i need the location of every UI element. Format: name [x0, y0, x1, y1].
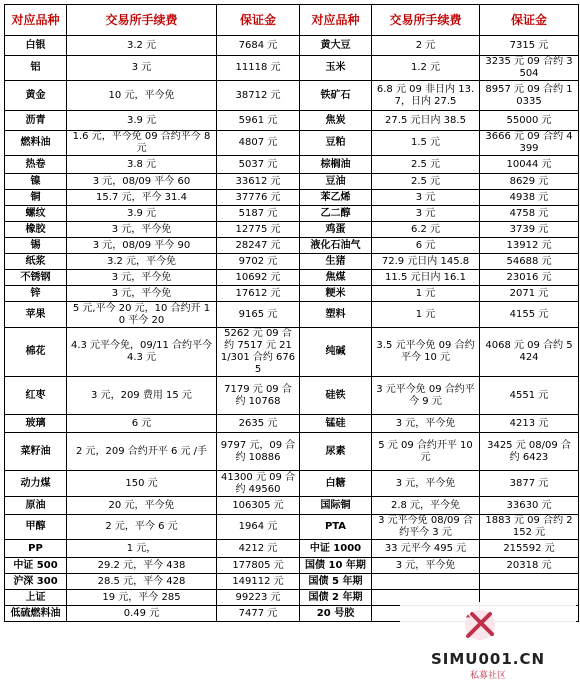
margin-cell: 5262 元 09 合约 7517 元 211/301 合约 6765	[217, 328, 300, 377]
margin-cell: 4758 元	[480, 206, 579, 222]
variety-cell: 沥青	[5, 111, 67, 131]
fee-cell: 20 元，平今免	[67, 497, 217, 515]
table-row	[5, 156, 579, 174]
fee-cell: 27.5 元日内 38.5	[372, 111, 480, 131]
table-row	[5, 540, 579, 558]
watermark-domain: SIMU001.CN	[430, 650, 546, 668]
margin-cell: 7477 元	[217, 606, 300, 622]
variety-cell: 动力煤	[5, 471, 67, 497]
fee-cell: 2.5 元	[372, 174, 480, 190]
fee-cell: 10 元，平今免	[67, 81, 217, 111]
variety-cell: 豆粕	[300, 131, 372, 156]
margin-cell: 1883 元 09 合约 2152 元	[480, 515, 579, 540]
variety-cell: 液化石油气	[300, 238, 372, 254]
fee-cell: 3.9 元	[67, 111, 217, 131]
fee-cell: 3 元	[67, 56, 217, 81]
table-row	[5, 190, 579, 206]
fee-cell: 1 元，	[67, 540, 217, 558]
fee-cell: 3 元，209 费用 15 元	[67, 377, 217, 415]
header-fee-2: 交易所手续费	[372, 5, 480, 36]
fee-cell: 2.5 元	[372, 156, 480, 174]
variety-cell: 螺纹	[5, 206, 67, 222]
variety-cell: 苯乙烯	[300, 190, 372, 206]
fee-cell: 3 元，平今免	[67, 222, 217, 238]
margin-cell: 149112 元	[217, 574, 300, 590]
margin-cell: 5187 元	[217, 206, 300, 222]
variety-cell: 国际铜	[300, 497, 372, 515]
table-row	[5, 471, 579, 497]
variety-cell: 国债 10 年期	[300, 558, 372, 574]
margin-cell: 177805 元	[217, 558, 300, 574]
variety-cell: 黄金	[5, 81, 67, 111]
margin-cell	[480, 574, 579, 590]
variety-cell: 焦煤	[300, 270, 372, 286]
table-row	[5, 81, 579, 111]
fee-cell: 3 元，08/09 平今 60	[67, 174, 217, 190]
margin-cell: 9702 元	[217, 254, 300, 270]
margin-cell: 4068 元 09 合约 5424	[480, 328, 579, 377]
variety-cell: 乙二醇	[300, 206, 372, 222]
fee-cell: 19 元，平今 285	[67, 590, 217, 606]
fee-cell: 150 元	[67, 471, 217, 497]
fee-cell: 2 元	[372, 36, 480, 56]
table-row	[5, 238, 579, 254]
fee-cell: 33 元平今 495 元	[372, 540, 480, 558]
table-row	[5, 377, 579, 415]
variety-cell: 20 号胶	[300, 606, 372, 622]
variety-cell: PTA	[300, 515, 372, 540]
variety-cell: 镍	[5, 174, 67, 190]
header-variety: 对应品种	[5, 5, 67, 36]
variety-cell: 国债 2 年期	[300, 590, 372, 606]
fee-cell: 5 元 09 合约开平 10 元	[372, 433, 480, 471]
fee-cell: 3 元，平今免	[372, 471, 480, 497]
fee-cell: 6 元	[372, 238, 480, 254]
margin-cell: 99223 元	[217, 590, 300, 606]
margin-cell: 2071 元	[480, 286, 579, 302]
margin-cell: 3877 元	[480, 471, 579, 497]
variety-cell: 中证 1000	[300, 540, 372, 558]
table-row	[5, 111, 579, 131]
margin-cell: 33630 元	[480, 497, 579, 515]
margin-cell: 4807 元	[217, 131, 300, 156]
margin-cell: 7179 元 09 合约 10768	[217, 377, 300, 415]
variety-cell: 纯碱	[300, 328, 372, 377]
variety-cell: 白银	[5, 36, 67, 56]
margin-cell: 4551 元	[480, 377, 579, 415]
margin-cell: 20318 元	[480, 558, 579, 574]
margin-cell: 106305 元	[217, 497, 300, 515]
variety-cell: PP	[5, 540, 67, 558]
table-row	[5, 433, 579, 471]
fee-cell: 3 元，平今免	[67, 286, 217, 302]
fee-cell: 29.2 元，平今 438	[67, 558, 217, 574]
margin-cell: 17612 元	[217, 286, 300, 302]
margin-cell: 54688 元	[480, 254, 579, 270]
table-row	[5, 270, 579, 286]
variety-cell: 粳米	[300, 286, 372, 302]
variety-cell: 锰硅	[300, 415, 372, 433]
header-margin-2: 保证金	[480, 5, 579, 36]
variety-cell: 铁矿石	[300, 81, 372, 111]
variety-cell: 鸡蛋	[300, 222, 372, 238]
variety-cell: 苹果	[5, 302, 67, 328]
table-row	[5, 415, 579, 433]
fee-cell: 11.5 元日内 16.1	[372, 270, 480, 286]
margin-cell: 4213 元	[480, 415, 579, 433]
variety-cell: 铜	[5, 190, 67, 206]
margin-cell: 2635 元	[217, 415, 300, 433]
margin-cell: 10044 元	[480, 156, 579, 174]
variety-cell: 白糖	[300, 471, 372, 497]
margin-cell: 11118 元	[217, 56, 300, 81]
variety-cell: 原油	[5, 497, 67, 515]
table-row	[5, 174, 579, 190]
variety-cell: 红枣	[5, 377, 67, 415]
margin-cell: 13912 元	[480, 238, 579, 254]
fee-cell: 3.2 元	[67, 36, 217, 56]
variety-cell: 玉米	[300, 56, 372, 81]
margin-cell: 4212 元	[217, 540, 300, 558]
fee-cell: 3 元	[372, 190, 480, 206]
fee-cell: 3 元，平今免	[67, 270, 217, 286]
variety-cell: 锌	[5, 286, 67, 302]
table-row	[5, 328, 579, 377]
table-row	[5, 36, 579, 56]
fee-cell: 1.6 元，平今免 09 合约平今 8 元	[67, 131, 217, 156]
fee-cell: 2 元，209 合约开平 6 元 /手	[67, 433, 217, 471]
margin-cell: 7315 元	[480, 36, 579, 56]
variety-cell: 橡胶	[5, 222, 67, 238]
variety-cell: 国债 5 年期	[300, 574, 372, 590]
header-variety-2: 对应品种	[300, 5, 372, 36]
table-row	[5, 515, 579, 540]
margin-cell: 28247 元	[217, 238, 300, 254]
header-fee: 交易所手续费	[67, 5, 217, 36]
crossed-stars-logo-icon	[460, 608, 500, 642]
futures-fee-table	[4, 4, 579, 622]
margin-cell: 8629 元	[480, 174, 579, 190]
fee-cell: 1.2 元	[372, 56, 480, 81]
variety-cell: 甲醇	[5, 515, 67, 540]
variety-cell: 锡	[5, 238, 67, 254]
fee-cell: 0.49 元	[67, 606, 217, 622]
table-row	[5, 222, 579, 238]
margin-cell: 5037 元	[217, 156, 300, 174]
variety-cell: 上证	[5, 590, 67, 606]
fee-cell: 1 元	[372, 302, 480, 328]
table-row	[5, 131, 579, 156]
fee-cell: 2 元，平今 6 元	[67, 515, 217, 540]
variety-cell: 棉花	[5, 328, 67, 377]
variety-cell: 纸浆	[5, 254, 67, 270]
fee-cell: 4.3 元平今免，09/11 合约平今 4.3 元	[67, 328, 217, 377]
fee-cell: 3 元，平今免	[372, 415, 480, 433]
variety-cell: 硅铁	[300, 377, 372, 415]
variety-cell: 棕榈油	[300, 156, 372, 174]
variety-cell: 生猪	[300, 254, 372, 270]
fee-cell: 6.2 元	[372, 222, 480, 238]
table-row	[5, 574, 579, 590]
table-row	[5, 302, 579, 328]
fee-cell: 2.8 元，平今免	[372, 497, 480, 515]
margin-cell: 3739 元	[480, 222, 579, 238]
margin-cell: 9165 元	[217, 302, 300, 328]
variety-cell: 低硫燃料油	[5, 606, 67, 622]
table-row	[5, 56, 579, 81]
table-row	[5, 254, 579, 270]
variety-cell: 铝	[5, 56, 67, 81]
variety-cell: 燃料油	[5, 131, 67, 156]
variety-cell: 豆油	[300, 174, 372, 190]
table-row	[5, 206, 579, 222]
fee-cell: 72.9 元日内 145.8	[372, 254, 480, 270]
variety-cell: 热卷	[5, 156, 67, 174]
variety-cell: 黄大豆	[300, 36, 372, 56]
margin-cell: 12775 元	[217, 222, 300, 238]
fee-cell: 28.5 元，平今 428	[67, 574, 217, 590]
margin-cell: 41300 元 09 合约 49560	[217, 471, 300, 497]
margin-cell: 37776 元	[217, 190, 300, 206]
fee-cell: 3 元平今免 08/09 合约平今 3 元	[372, 515, 480, 540]
fee-cell: 6.8 元 09 非日内 13.7，日内 27.5	[372, 81, 480, 111]
variety-cell: 尿素	[300, 433, 372, 471]
table-header-row	[5, 5, 579, 36]
fee-cell: 5 元,平今 20 元，10 合约开 10 平今 20	[67, 302, 217, 328]
margin-cell: 38712 元	[217, 81, 300, 111]
margin-cell: 7684 元	[217, 36, 300, 56]
variety-cell: 菜籽油	[5, 433, 67, 471]
fee-cell: 1 元	[372, 286, 480, 302]
variety-cell: 沪深 300	[5, 574, 67, 590]
variety-cell: 塑料	[300, 302, 372, 328]
fee-cell: 15.7 元，平今 31.4	[67, 190, 217, 206]
fee-cell: 3 元，平今免	[372, 558, 480, 574]
margin-cell: 3235 元 09 合约 3504	[480, 56, 579, 81]
site-watermark	[400, 602, 576, 684]
fee-cell: 3.2 元，平今免	[67, 254, 217, 270]
margin-cell: 10692 元	[217, 270, 300, 286]
fee-cell: 3.9 元	[67, 206, 217, 222]
margin-cell: 3425 元 08/09 合约 6423	[480, 433, 579, 471]
margin-cell: 215592 元	[480, 540, 579, 558]
fee-cell	[372, 574, 480, 590]
fee-cell: 3.5 元平今免 09 合约平今 10 元	[372, 328, 480, 377]
margin-cell: 8957 元 09 合约 10335	[480, 81, 579, 111]
margin-cell: 4155 元	[480, 302, 579, 328]
margin-cell: 33612 元	[217, 174, 300, 190]
header-margin: 保证金	[217, 5, 300, 36]
fee-cell: 3 元	[372, 206, 480, 222]
margin-cell: 3666 元 09 合约 4399	[480, 131, 579, 156]
table-row	[5, 497, 579, 515]
fee-cell: 3 元，08/09 平今 90	[67, 238, 217, 254]
variety-cell: 中证 500	[5, 558, 67, 574]
margin-cell: 55000 元	[480, 111, 579, 131]
fee-cell: 3 元平今免 09 合约平今 9 元	[372, 377, 480, 415]
fee-cell: 1.5 元	[372, 131, 480, 156]
margin-cell: 4938 元	[480, 190, 579, 206]
fee-cell: 3.8 元	[67, 156, 217, 174]
variety-cell: 不锈钢	[5, 270, 67, 286]
margin-cell: 1964 元	[217, 515, 300, 540]
variety-cell: 玻璃	[5, 415, 67, 433]
margin-cell: 23016 元	[480, 270, 579, 286]
table-row	[5, 558, 579, 574]
watermark-subtitle: 私募社区	[469, 671, 506, 681]
margin-cell: 5961 元	[217, 111, 300, 131]
variety-cell: 焦炭	[300, 111, 372, 131]
table-row	[5, 286, 579, 302]
fee-cell: 6 元	[67, 415, 217, 433]
margin-cell: 9797 元，09 合约 10886	[217, 433, 300, 471]
